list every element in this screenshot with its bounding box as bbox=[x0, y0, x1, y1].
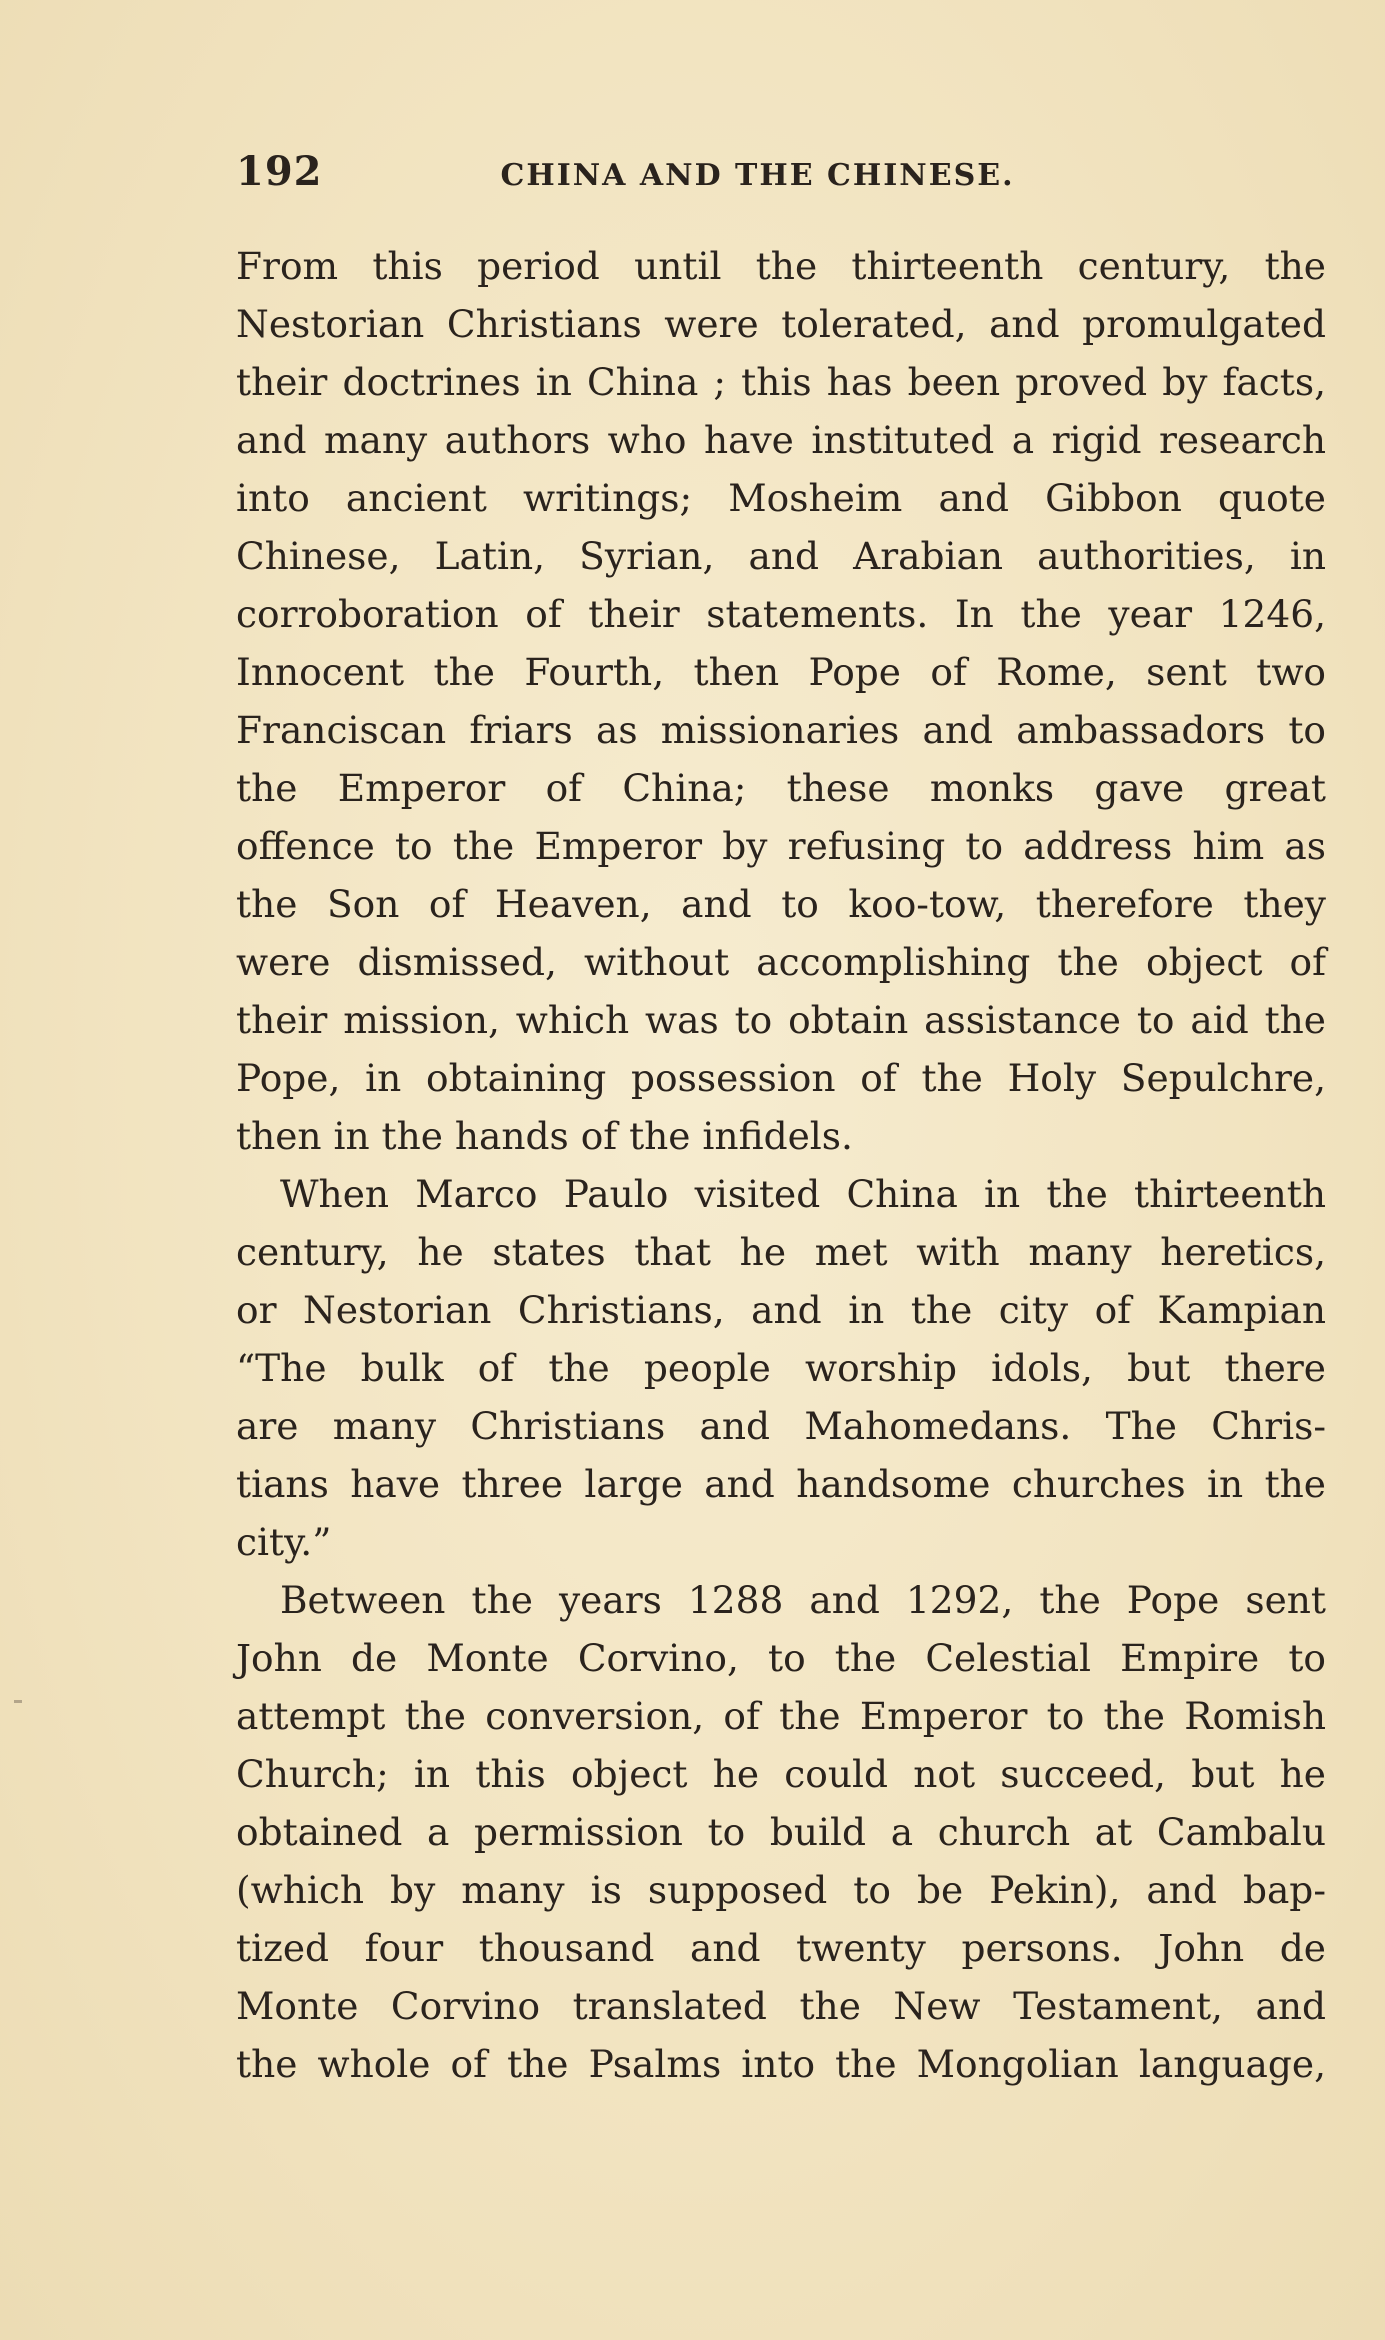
text-line: Nestorian Christians were tolerated, and promulgated bbox=[236, 302, 1326, 346]
text-line: John de Monte Corvino, to the Celestial Empire to bbox=[236, 1636, 1326, 1680]
text-line: were dismissed, without accomplishing the object of bbox=[236, 940, 1326, 984]
body-text bbox=[236, 237, 1326, 2093]
margin-mark bbox=[14, 1700, 22, 1703]
text-line: offence to the Emperor by refusing to address him as bbox=[236, 824, 1326, 868]
text-line: tians have three large and handsome churches in the bbox=[236, 1462, 1326, 1506]
text-line: the Emperor of China; these monks gave great bbox=[236, 766, 1326, 810]
text-line: Franciscan friars as missionaries and ambassadors to bbox=[236, 708, 1326, 752]
text-line: (which by many is supposed to be Pekin), and bap- bbox=[236, 1868, 1326, 1912]
text-line: Monte Corvino translated the New Testament, and bbox=[236, 1984, 1326, 2028]
text-line: corroboration of their statements. In the year 1246, bbox=[236, 592, 1326, 636]
page-header bbox=[236, 148, 1326, 198]
text-line: tized four thousand and twenty persons. John de bbox=[236, 1926, 1326, 1970]
text-line: the whole of the Psalms into the Mongolian language, bbox=[236, 2042, 1326, 2086]
page-number: 192 bbox=[236, 148, 323, 195]
text-line: and many authors who have instituted a rigid research bbox=[236, 418, 1326, 462]
text-line: their mission, which was to obtain assistance to aid the bbox=[236, 998, 1326, 1042]
text-line: or Nestorian Christians, and in the city of Kampian bbox=[236, 1288, 1326, 1332]
text-line: From this period until the thirteenth century, the bbox=[236, 244, 1326, 288]
text-line: Chinese, Latin, Syrian, and Arabian authorities, in bbox=[236, 534, 1326, 578]
text-line: city.” bbox=[236, 1520, 332, 1564]
text-line: attempt the conversion, of the Emperor to the Romish bbox=[236, 1694, 1326, 1738]
text-line: Innocent the Fourth, then Pope of Rome, sent two bbox=[236, 650, 1326, 694]
text-line: obtained a permission to build a church at Cambalu bbox=[236, 1810, 1326, 1854]
text-line: century, he states that he met with many heretics, bbox=[236, 1230, 1326, 1274]
text-line: the Son of Heaven, and to koo-tow, therefore they bbox=[236, 882, 1326, 926]
text-line: then in the hands of the infidels. bbox=[236, 1114, 853, 1158]
text-line: into ancient writings; Mosheim and Gibbon quote bbox=[236, 476, 1326, 520]
text-line: Between the years 1288 and 1292, the Pope sent bbox=[280, 1578, 1326, 1622]
running-head: CHINA AND THE CHINESE. bbox=[500, 158, 1015, 193]
text-line: Church; in this object he could not succeed, but he bbox=[236, 1752, 1326, 1796]
text-line: When Marco Paulo visited China in the thirteenth bbox=[280, 1172, 1326, 1216]
text-line: their doctrines in China ; this has been proved by facts, bbox=[236, 360, 1326, 404]
text-line: “The bulk of the people worship idols, but there bbox=[236, 1346, 1326, 1390]
text-line: are many Christians and Mahomedans. The Chris- bbox=[236, 1404, 1326, 1448]
text-line: Pope, in obtaining possession of the Holy Sepulchre, bbox=[236, 1056, 1326, 1100]
